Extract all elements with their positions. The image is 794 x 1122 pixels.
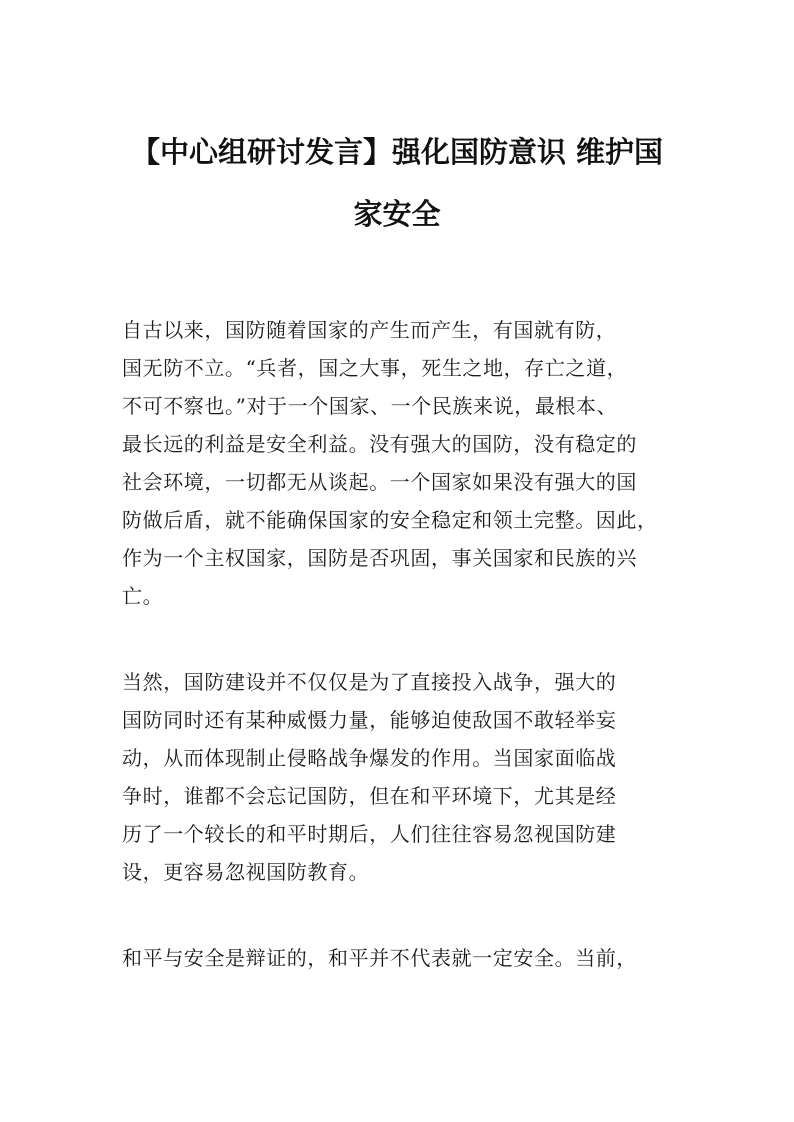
paragraph-line: 社会环境，一切都无从谈起。一个国家如果没有强大的国 [122,470,637,494]
paragraph-line: 作为一个主权国家，国防是否巩固，事关国家和民族的兴 [122,546,637,570]
paragraph-line: 和平与安全是辩证的，和平并不代表就一定安全。当前， [122,946,637,970]
paragraph-line: 亡。 [122,584,164,608]
paragraph-line: 国防同时还有某种威慑力量，能够迫使敌国不敢轻举妄 [122,708,617,732]
paragraph-line: 最长远的利益是安全利益。没有强大的国防，没有稳定的 [122,432,637,456]
paragraph-line: 自古以来，国防随着国家的产生而产生，有国就有防， [122,318,617,342]
paragraph-line: 不可不察也。”对于一个国家、一个民族来说，最根本、 [122,394,618,418]
paragraph-line: 历了一个较长的和平时期后，人们往往容易忽视国防建 [122,822,617,846]
document-title-line-1: 【中心组研讨发言】强化国防意识 维护国 [130,135,664,169]
document-title-line-2: 家安全 [353,197,441,231]
paragraph-line: 防做后盾，就不能确保国家的安全稳定和领土完整。因此， [122,508,658,532]
paragraph-line: 设，更容易忽视国防教育。 [122,860,370,884]
paragraph-line: 争时，谁都不会忘记国防，但在和平环境下，尤其是经 [122,784,617,808]
paragraph-line: 当然，国防建设并不仅仅是为了直接投入战争，强大的 [122,670,617,694]
paragraph-line: 国无防不立。“兵者，国之大事，死生之地，存亡之道， [122,356,628,380]
paragraph-line: 动，从而体现制止侵略战争爆发的作用。当国家面临战 [122,746,617,770]
